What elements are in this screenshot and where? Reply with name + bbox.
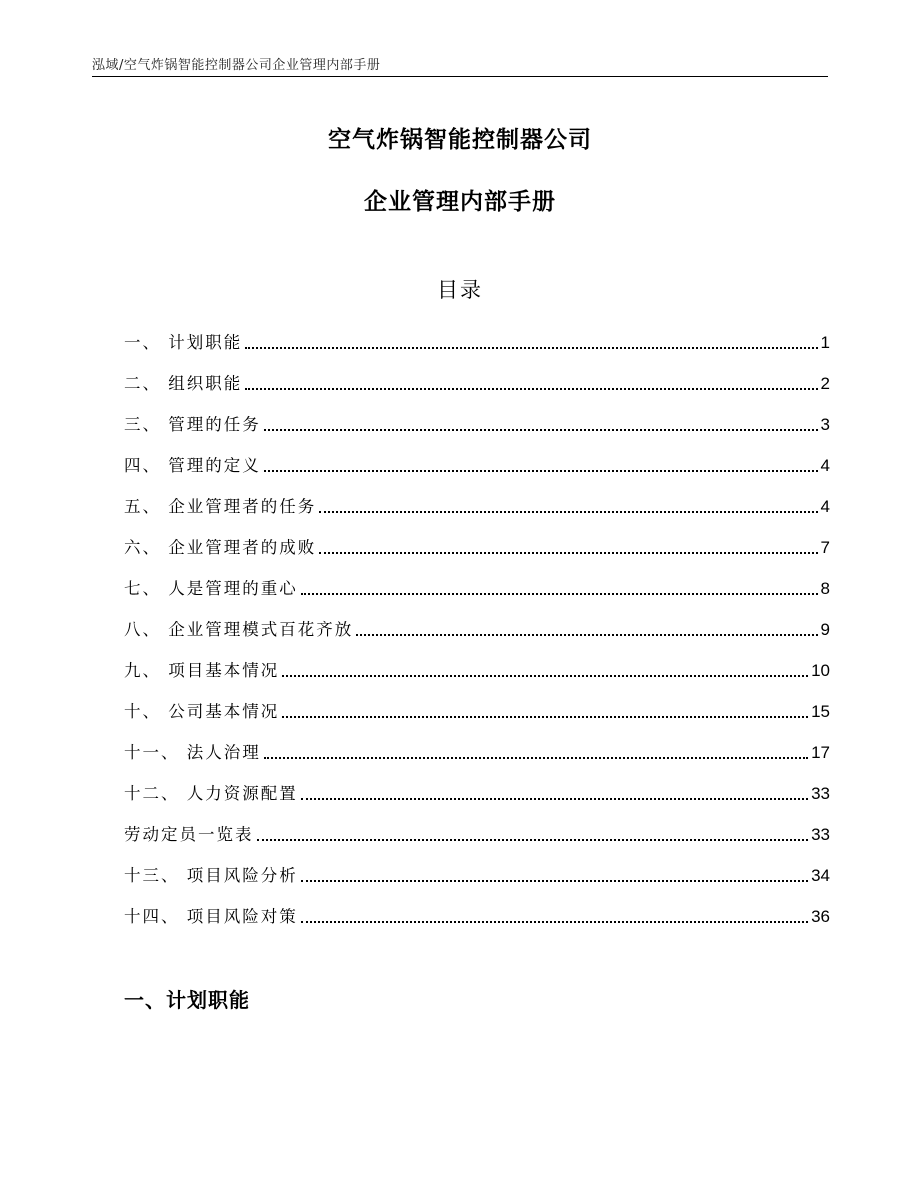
toc-entry-page-number: 36 [811, 906, 830, 926]
toc-dot-leader [319, 552, 817, 554]
toc-entry-label: 八、 企业管理模式百花齐放 [124, 619, 354, 639]
toc-heading: 目录 [437, 278, 483, 302]
document-title-line-2: 企业管理内部手册 [364, 189, 556, 215]
toc-dot-leader [356, 634, 817, 636]
toc-dot-leader [282, 716, 808, 718]
toc-entry-page-number: 15 [811, 701, 830, 721]
toc-entry[interactable] [124, 691, 830, 732]
toc-entry-label: 十四、 项目风险对策 [124, 906, 298, 926]
toc-entry[interactable] [124, 855, 830, 896]
toc-entry-page-number: 4 [820, 496, 830, 516]
toc-entry-label: 十二、 人力资源配置 [124, 783, 298, 803]
toc-entry-page-number: 8 [820, 578, 830, 598]
toc-entry-label: 七、 人是管理的重心 [124, 578, 298, 598]
toc-entry[interactable] [124, 814, 830, 855]
toc-dot-leader [282, 675, 808, 677]
running-header: 泓域/空气炸锅智能控制器公司企业管理内部手册 [92, 58, 381, 73]
toc-dot-leader [245, 347, 817, 349]
toc-entry[interactable] [124, 527, 830, 568]
toc-entry-label: 十、 公司基本情况 [124, 701, 280, 721]
header-divider [92, 76, 828, 77]
toc-dot-leader [264, 429, 818, 431]
toc-entry[interactable] [124, 650, 830, 691]
toc-entry[interactable] [124, 404, 830, 445]
toc-dot-leader [319, 511, 817, 513]
toc-entry[interactable] [124, 609, 830, 650]
toc-entry-page-number: 2 [820, 373, 830, 393]
toc-entry[interactable] [124, 363, 830, 404]
toc-entry-page-number: 10 [811, 660, 830, 680]
toc-entry-page-number: 7 [820, 537, 830, 557]
toc-entry-page-number: 17 [811, 742, 830, 762]
toc-entry[interactable] [124, 445, 830, 486]
toc-entry-label: 五、 企业管理者的任务 [124, 496, 317, 516]
toc-dot-leader [301, 880, 808, 882]
toc-entry-label: 一、 计划职能 [124, 332, 243, 352]
toc-dot-leader [264, 470, 818, 472]
toc-entry[interactable] [124, 896, 830, 937]
toc-entry[interactable] [124, 732, 830, 773]
toc-entry-page-number: 34 [811, 865, 830, 885]
toc-dot-leader [264, 757, 808, 759]
toc-entry[interactable] [124, 773, 830, 814]
toc-entry-label: 劳动定员一览表 [124, 824, 254, 844]
toc-entry[interactable] [124, 568, 830, 609]
toc-entry-label: 十三、 项目风险分析 [124, 865, 298, 885]
section-heading: 一、计划职能 [124, 988, 250, 1012]
toc-dot-leader [301, 798, 808, 800]
toc-dot-leader [245, 388, 817, 390]
toc-dot-leader [301, 921, 808, 923]
toc-entry-label: 三、 管理的任务 [124, 414, 261, 434]
toc-entry-label: 六、 企业管理者的成败 [124, 537, 317, 557]
toc-entry[interactable] [124, 486, 830, 527]
toc-entry-page-number: 33 [811, 783, 830, 803]
toc-entry-page-number: 3 [820, 414, 830, 434]
table-of-contents [124, 322, 830, 937]
toc-entry-page-number: 4 [820, 455, 830, 475]
toc-entry-label: 十一、 法人治理 [124, 742, 261, 762]
toc-entry-label: 二、 组织职能 [124, 373, 243, 393]
toc-entry-label: 四、 管理的定义 [124, 455, 261, 475]
document-title-line-1: 空气炸锅智能控制器公司 [328, 127, 592, 153]
toc-entry-page-number: 33 [811, 824, 830, 844]
toc-dot-leader [257, 839, 809, 841]
toc-entry-page-number: 9 [820, 619, 830, 639]
toc-entry[interactable] [124, 322, 830, 363]
toc-dot-leader [301, 593, 818, 595]
toc-entry-label: 九、 项目基本情况 [124, 660, 280, 680]
toc-entry-page-number: 1 [820, 332, 830, 352]
